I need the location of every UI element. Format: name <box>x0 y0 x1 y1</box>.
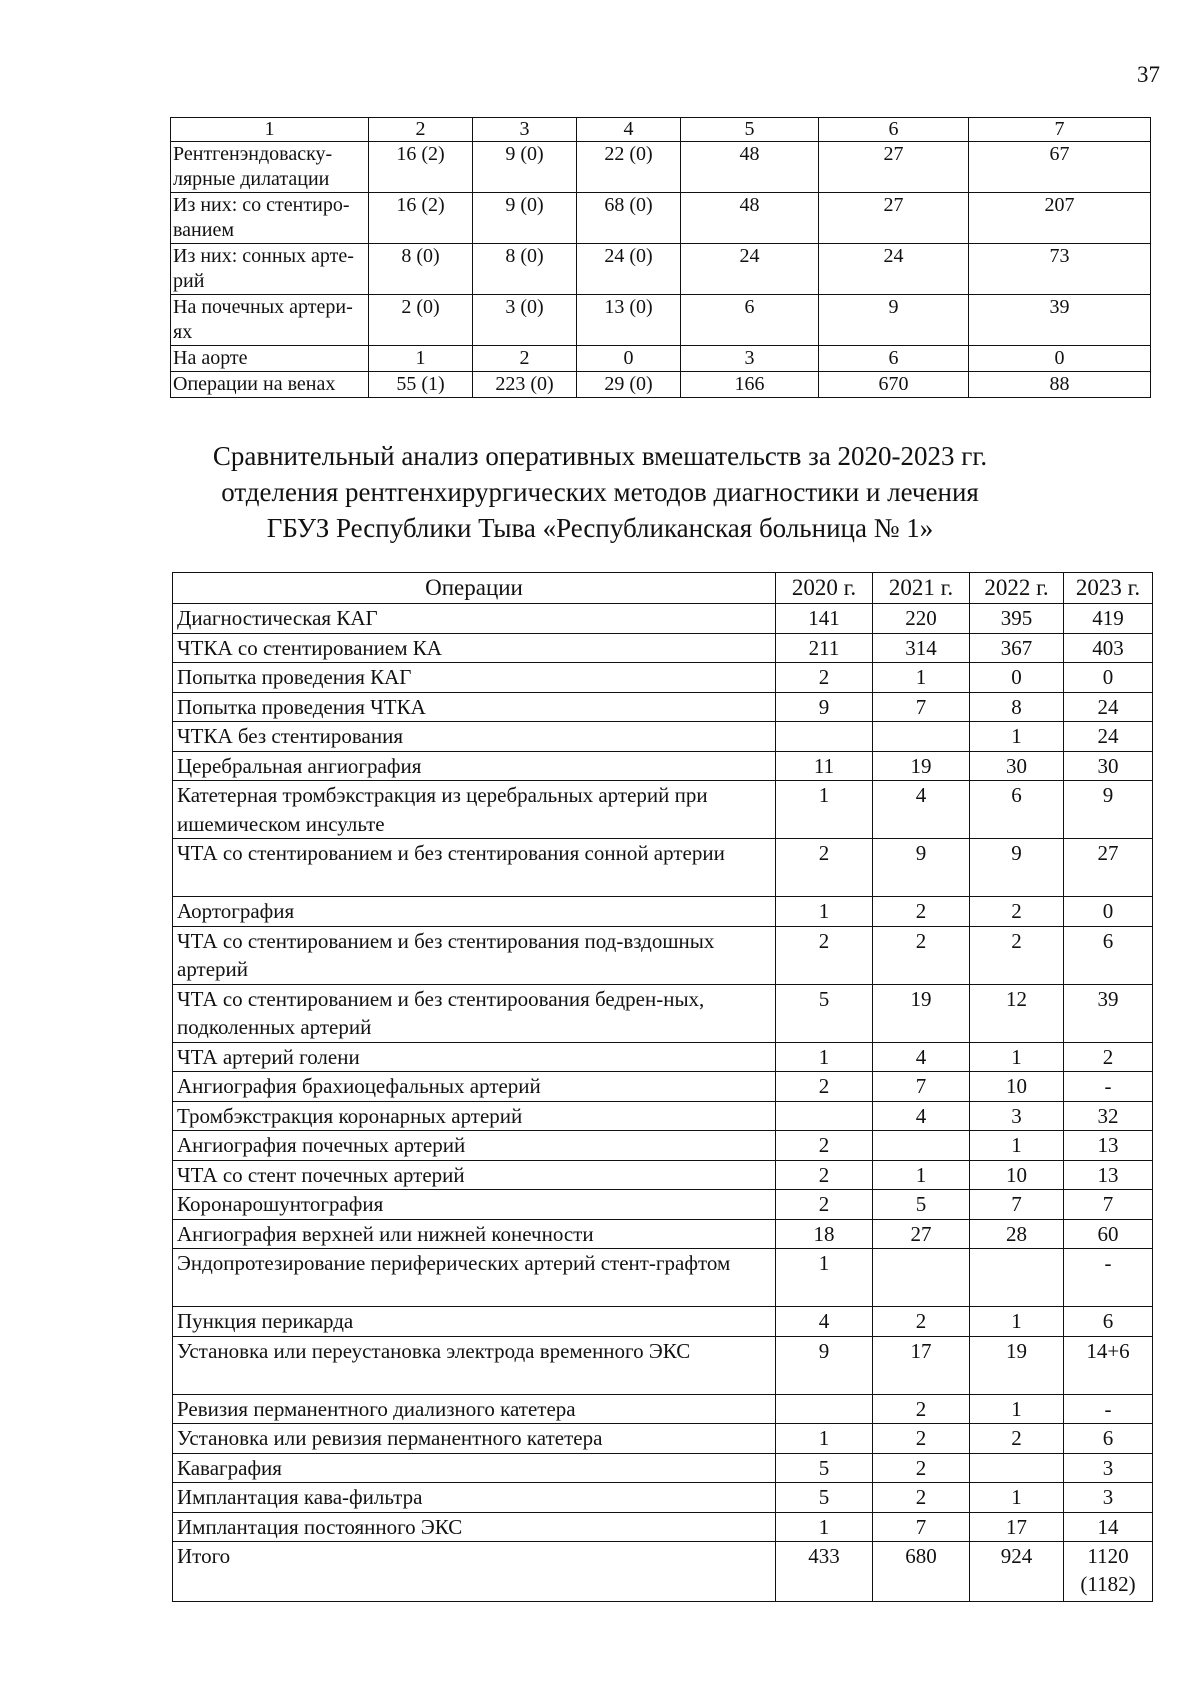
value-2023: 3 <box>1064 1483 1153 1513</box>
value-2023: 24 <box>1064 722 1153 752</box>
value-2023: - <box>1064 1249 1153 1307</box>
value-2022: 0 <box>970 663 1064 693</box>
value-2022: 1 <box>970 1131 1064 1161</box>
cell-value: 24 <box>819 244 969 295</box>
value-2023: 32 <box>1064 1101 1153 1131</box>
value-2021: 2 <box>873 1394 970 1424</box>
value-2023: 13 <box>1064 1160 1153 1190</box>
row-label: Из них: со стентиро-ванием <box>171 193 369 244</box>
value-2021: 4 <box>873 1042 970 1072</box>
value-2021: 17 <box>873 1336 970 1394</box>
cell-value: 166 <box>681 372 819 398</box>
table-row <box>171 346 1151 372</box>
value-2020: 4 <box>776 1307 873 1337</box>
value-2021: 19 <box>873 751 970 781</box>
value-2022 <box>970 1453 1064 1483</box>
value-2022: 2 <box>970 926 1064 984</box>
value-2021: 5 <box>873 1190 970 1220</box>
value-2022: 1 <box>970 1042 1064 1072</box>
row-label: Из них: сонных арте-рий <box>171 244 369 295</box>
value-2022: 2 <box>970 1424 1064 1454</box>
operation-name: Попытка проведения ЧТКА <box>173 692 776 722</box>
operation-name: Установка или переустановка электрода временного ЭКС <box>173 1336 776 1394</box>
value-2023: 0 <box>1064 663 1153 693</box>
cell-value: 670 <box>819 372 969 398</box>
cell-value: 48 <box>681 193 819 244</box>
operation-name: Установка или ревизия перманентного катетера <box>173 1424 776 1454</box>
value-2022: 1 <box>970 1307 1064 1337</box>
value-2021 <box>873 1249 970 1307</box>
operation-name: Церебральная ангиография <box>173 751 776 781</box>
column-number: 1 <box>171 118 369 142</box>
table-row <box>171 142 1151 193</box>
cell-value: 48 <box>681 142 819 193</box>
table-row <box>173 1190 1153 1220</box>
operation-name: Катетерная тромбэкстракция из церебральных артерий при ишемическом инсульте <box>173 781 776 839</box>
value-2023: 6 <box>1064 1424 1153 1454</box>
table-row <box>173 1249 1153 1307</box>
value-2023: - <box>1064 1072 1153 1102</box>
value-2023: 13 <box>1064 1131 1153 1161</box>
value-2023: 14 <box>1064 1512 1153 1542</box>
value-2023: 419 <box>1064 604 1153 634</box>
value-2020: 1 <box>776 897 873 927</box>
total-2022: 924 <box>970 1542 1064 1602</box>
cell-value: 0 <box>969 346 1151 372</box>
value-2020: 1 <box>776 781 873 839</box>
operation-name: Коронарошунтография <box>173 1190 776 1220</box>
operation-name: Каваграфия <box>173 1453 776 1483</box>
value-2021: 2 <box>873 926 970 984</box>
cell-value: 73 <box>969 244 1151 295</box>
total-2023-alt: (1182) <box>1080 1572 1136 1596</box>
value-2022: 8 <box>970 692 1064 722</box>
value-2021: 2 <box>873 1453 970 1483</box>
table-row <box>173 926 1153 984</box>
table-row <box>173 692 1153 722</box>
operation-name: Аортография <box>173 897 776 927</box>
table-row <box>171 295 1151 346</box>
total-2021: 680 <box>873 1542 970 1602</box>
cell-value: 2 (0) <box>369 295 473 346</box>
value-2021: 7 <box>873 1512 970 1542</box>
value-2022: 9 <box>970 839 1064 897</box>
value-2022: 367 <box>970 633 1064 663</box>
value-2023: 0 <box>1064 897 1153 927</box>
operation-name: Попытка проведения КАГ <box>173 663 776 693</box>
value-2023: 24 <box>1064 692 1153 722</box>
value-2020: 5 <box>776 1453 873 1483</box>
value-2022: 30 <box>970 751 1064 781</box>
value-2020: 2 <box>776 839 873 897</box>
value-2021: 2 <box>873 897 970 927</box>
cell-value: 29 (0) <box>577 372 681 398</box>
heading-line-1: Сравнительный анализ оперативных вмешательств за 2020-2023 гг. <box>212 441 988 471</box>
operation-name: Ангиография брахиоцефальных артерий <box>173 1072 776 1102</box>
table-row <box>173 663 1153 693</box>
table-row <box>173 1307 1153 1337</box>
cell-value: 16 (2) <box>369 142 473 193</box>
cell-value: 9 <box>819 295 969 346</box>
cell-value: 207 <box>969 193 1151 244</box>
table-row <box>173 1483 1153 1513</box>
table-row <box>173 722 1153 752</box>
table-row <box>173 839 1153 897</box>
heading-line-2: отделения рентгенхирургических методов диагностики и лечения <box>221 477 979 507</box>
cell-value: 1 <box>369 346 473 372</box>
operation-name: ЧТА со стентированием и без стентирования сонной артерии <box>173 839 776 897</box>
cell-value: 24 <box>681 244 819 295</box>
value-2020: 1 <box>776 1249 873 1307</box>
value-2022: 3 <box>970 1101 1064 1131</box>
cell-value: 27 <box>819 193 969 244</box>
value-2020: 1 <box>776 1512 873 1542</box>
value-2023: 9 <box>1064 781 1153 839</box>
value-2020: 11 <box>776 751 873 781</box>
cell-value: 223 (0) <box>473 372 577 398</box>
total-2023 <box>1064 1542 1153 1602</box>
total-row <box>173 1542 1153 1602</box>
value-2023: 6 <box>1064 1307 1153 1337</box>
value-2023: 27 <box>1064 839 1153 897</box>
cell-value: 3 <box>681 346 819 372</box>
total-2023-main: 1120 <box>1087 1544 1129 1568</box>
value-2022: 19 <box>970 1336 1064 1394</box>
value-2021: 4 <box>873 781 970 839</box>
table-row <box>173 1131 1153 1161</box>
table-row <box>173 781 1153 839</box>
value-2020: 1 <box>776 1042 873 1072</box>
value-2022: 395 <box>970 604 1064 634</box>
cell-value: 8 (0) <box>473 244 577 295</box>
value-2021: 1 <box>873 1160 970 1190</box>
cell-value: 68 (0) <box>577 193 681 244</box>
operation-name: Имплантация постоянного ЭКС <box>173 1512 776 1542</box>
table-row <box>173 1072 1153 1102</box>
operations-comparison-table <box>172 572 1153 1602</box>
table-row <box>173 1219 1153 1249</box>
table-row <box>171 372 1151 398</box>
cell-value: 67 <box>969 142 1151 193</box>
table-row <box>173 1394 1153 1424</box>
value-2022: 6 <box>970 781 1064 839</box>
column-number: 5 <box>681 118 819 142</box>
value-2023: 60 <box>1064 1219 1153 1249</box>
continuation-table <box>170 117 1151 398</box>
table-row <box>173 1160 1153 1190</box>
value-2022: 10 <box>970 1160 1064 1190</box>
cell-value: 6 <box>819 346 969 372</box>
header-2021: 2021 г. <box>873 573 970 604</box>
value-2022: 12 <box>970 984 1064 1042</box>
column-number: 2 <box>369 118 473 142</box>
header-2022: 2022 г. <box>970 573 1064 604</box>
value-2020: 9 <box>776 1336 873 1394</box>
cell-value: 8 (0) <box>369 244 473 295</box>
operation-name: Диагностическая КАГ <box>173 604 776 634</box>
value-2021: 314 <box>873 633 970 663</box>
value-2022: 2 <box>970 897 1064 927</box>
value-2022: 1 <box>970 722 1064 752</box>
table-row <box>173 984 1153 1042</box>
value-2021: 220 <box>873 604 970 634</box>
value-2021: 7 <box>873 1072 970 1102</box>
value-2022 <box>970 1249 1064 1307</box>
value-2022: 17 <box>970 1512 1064 1542</box>
header-row <box>173 573 1153 604</box>
value-2020: 9 <box>776 692 873 722</box>
cell-value: 39 <box>969 295 1151 346</box>
value-2020: 2 <box>776 1131 873 1161</box>
value-2021: 2 <box>873 1483 970 1513</box>
operation-name: ЧТА со стентированием и без стентирования под-вздошных артерий <box>173 926 776 984</box>
operation-name: ЧТКА без стентирования <box>173 722 776 752</box>
row-label: На почечных артери-ях <box>171 295 369 346</box>
column-number: 4 <box>577 118 681 142</box>
value-2022: 28 <box>970 1219 1064 1249</box>
table-row <box>173 633 1153 663</box>
cell-value: 22 (0) <box>577 142 681 193</box>
value-2023: 39 <box>1064 984 1153 1042</box>
operation-name: ЧТА со стентированием и без стентироования бедрен-ных, подколенных артерий <box>173 984 776 1042</box>
value-2023: 3 <box>1064 1453 1153 1483</box>
value-2022: 10 <box>970 1072 1064 1102</box>
operation-name: Ангиография почечных артерий <box>173 1131 776 1161</box>
value-2020: 141 <box>776 604 873 634</box>
value-2022: 1 <box>970 1394 1064 1424</box>
cell-value: 16 (2) <box>369 193 473 244</box>
table-row <box>173 1424 1153 1454</box>
cell-value: 6 <box>681 295 819 346</box>
value-2022: 7 <box>970 1190 1064 1220</box>
table-row <box>171 244 1151 295</box>
value-2021: 9 <box>873 839 970 897</box>
value-2020: 5 <box>776 984 873 1042</box>
cell-value: 9 (0) <box>473 142 577 193</box>
value-2020: 1 <box>776 1424 873 1454</box>
row-label: Операции на венах <box>171 372 369 398</box>
cell-value: 13 (0) <box>577 295 681 346</box>
value-2021: 19 <box>873 984 970 1042</box>
value-2020 <box>776 1101 873 1131</box>
cell-value: 3 (0) <box>473 295 577 346</box>
value-2020: 18 <box>776 1219 873 1249</box>
table-row <box>173 1512 1153 1542</box>
value-2023: 6 <box>1064 926 1153 984</box>
value-2020 <box>776 722 873 752</box>
operation-name: Ревизия перманентного диализного катетера <box>173 1394 776 1424</box>
table-row <box>173 1042 1153 1072</box>
cell-value: 24 (0) <box>577 244 681 295</box>
page-number: 37 <box>1137 62 1160 87</box>
value-2021: 4 <box>873 1101 970 1131</box>
cell-value: 2 <box>473 346 577 372</box>
value-2022: 1 <box>970 1483 1064 1513</box>
value-2020: 2 <box>776 1072 873 1102</box>
value-2023: 7 <box>1064 1190 1153 1220</box>
value-2021 <box>873 1131 970 1161</box>
operation-name: Эндопротезирование периферических артерий стент-графтом <box>173 1249 776 1307</box>
table-heading <box>150 438 1050 546</box>
operation-name: ЧТКА со стентированием КА <box>173 633 776 663</box>
value-2020: 2 <box>776 1160 873 1190</box>
operation-name: Имплантация кава-фильтра <box>173 1483 776 1513</box>
value-2021: 7 <box>873 692 970 722</box>
table-row <box>173 751 1153 781</box>
table-row <box>173 1101 1153 1131</box>
cell-value: 55 (1) <box>369 372 473 398</box>
operation-name: ЧТА со стент почечных артерий <box>173 1160 776 1190</box>
table-row <box>173 1336 1153 1394</box>
heading-line-3: ГБУЗ Республики Тыва «Республиканская больница № 1» <box>266 513 934 543</box>
column-number: 6 <box>819 118 969 142</box>
column-number: 7 <box>969 118 1151 142</box>
value-2020: 2 <box>776 663 873 693</box>
table-row <box>173 604 1153 634</box>
cell-value: 27 <box>819 142 969 193</box>
operation-name: ЧТА артерий голени <box>173 1042 776 1072</box>
row-label: Рентгенэндоваску-лярные дилатации <box>171 142 369 193</box>
value-2023: 14+6 <box>1064 1336 1153 1394</box>
operation-name: Пункция перикарда <box>173 1307 776 1337</box>
value-2021: 1 <box>873 663 970 693</box>
value-2021: 2 <box>873 1424 970 1454</box>
value-2020 <box>776 1394 873 1424</box>
value-2023: - <box>1064 1394 1153 1424</box>
cell-value: 0 <box>577 346 681 372</box>
operation-name: Тромбэкстракция коронарных артерий <box>173 1101 776 1131</box>
operation-name: Ангиография верхней или нижней конечности <box>173 1219 776 1249</box>
cell-value: 9 (0) <box>473 193 577 244</box>
table-row <box>173 1453 1153 1483</box>
value-2023: 2 <box>1064 1042 1153 1072</box>
total-label: Итого <box>173 1542 776 1602</box>
table-row <box>173 897 1153 927</box>
value-2020: 5 <box>776 1483 873 1513</box>
value-2023: 403 <box>1064 633 1153 663</box>
value-2020: 2 <box>776 1190 873 1220</box>
value-2020: 211 <box>776 633 873 663</box>
table-row <box>171 193 1151 244</box>
row-label: На аорте <box>171 346 369 372</box>
header-2023: 2023 г. <box>1064 573 1153 604</box>
total-2020: 433 <box>776 1542 873 1602</box>
value-2023: 30 <box>1064 751 1153 781</box>
header-operations: Операции <box>173 573 776 604</box>
header-2020: 2020 г. <box>776 573 873 604</box>
value-2021: 2 <box>873 1307 970 1337</box>
column-number-row <box>171 118 1151 142</box>
value-2020: 2 <box>776 926 873 984</box>
column-number: 3 <box>473 118 577 142</box>
cell-value: 88 <box>969 372 1151 398</box>
value-2021 <box>873 722 970 752</box>
value-2021: 27 <box>873 1219 970 1249</box>
